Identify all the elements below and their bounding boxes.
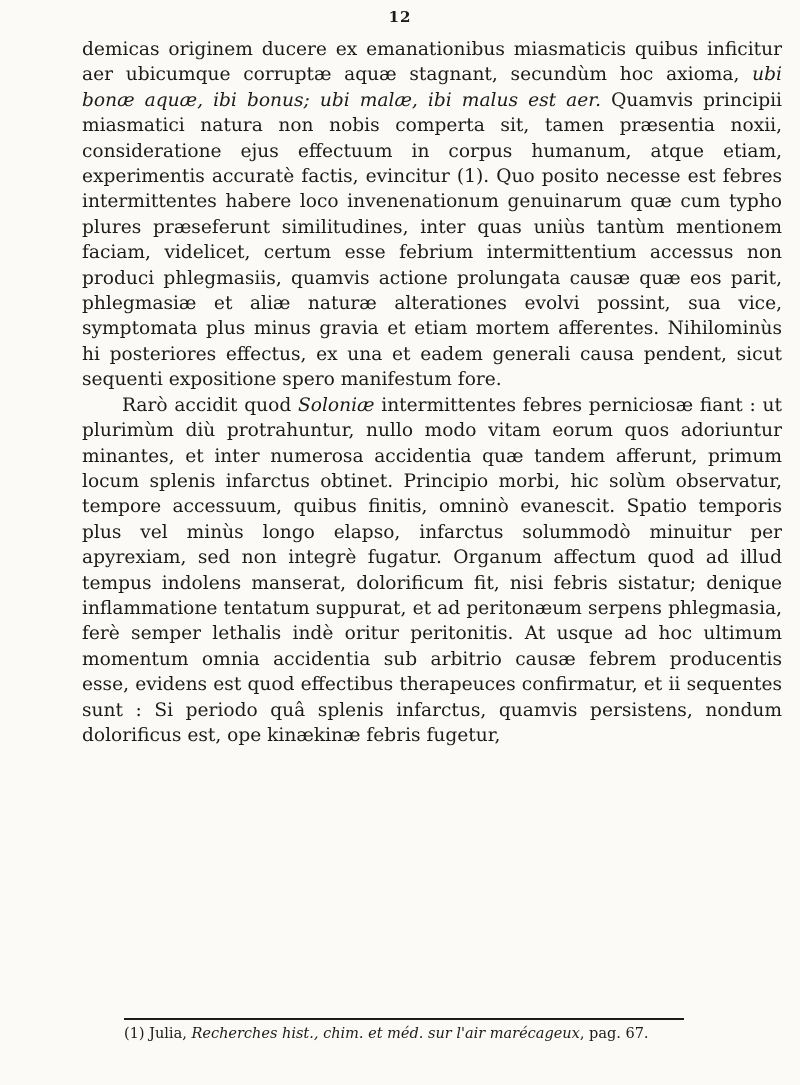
footnote-author: (1) Julia, — [124, 1026, 192, 1042]
paragraph-1-text-a: demicas originem ducere ex emanationibus miasmaticis quibus inficitur aer ubicumque corruptæ aquæ stagnant, secundùm hoc axioma, — [82, 39, 782, 86]
page-number: 12 — [388, 8, 412, 26]
footnote-title: Recherches hist., chim. et méd. sur l'air marécageux — [191, 1026, 580, 1042]
body-text — [82, 37, 782, 748]
paragraph-2-place-name: Soloniæ — [298, 394, 375, 416]
paragraph-2-text-b: intermittentes febres perniciosæ fiant : ut plurimùm diù protrahuntur, nullo modo vitam eorum quos adoriuntur minantes, et inter numerosa accidentia quæ tandem afferunt, primum locum splenis infarctus obtinet. Principio morbi, hic solùm observatur, tempore accessuum, quibus finitis, omninò evanescit. Spatio temporis plus vel minùs longo elapso, infarctus solummodò minuitur per apyrexiam, sed non integrè fugatur. Organum affectum quod ad illud tempus indolens manserat, dolorificum fit, nisi febris sistatur; denique inflammatione tentatum suppurat, et ad peritonæum serpens phlegmasia, ferè semper lethalis indè oritur peritonitis. At usque ad hoc ultimum momentum omnia accidentia sub arbitrio causæ febrem producentis esse, evidens est quod effectibus therapeuces confirmatur, et ii sequentes sunt : Si periodo quâ splenis infarctus, quamvis persistens, nondum dolorificus est, ope kinækinæ febris fugetur, — [82, 394, 782, 746]
footnote — [124, 1024, 800, 1044]
paragraph-2-text-a: Rarò accidit quod — [122, 394, 299, 416]
paragraph-1-text-b: Quamvis principii miasmatici natura non nobis comperta sit, tamen præsentia noxii, consideratione ejus effectuum in corpus humanum, atque etiam, experimentis accuratè factis, evincitur (1). Quo posito necesse est febres intermittentes habere loco invenenationum genuinarum quæ cum typho plures præseferunt similitudines, inter quas uniùs tantùm mentionem faciam, videlicet, certum esse febrium intermittentium accessus non produci phlegmasiis, quamvis actione prolungata causæ quæ eos parit, phlegmasiæ et aliæ naturæ alterationes evolvi possint, sua vice, symptomata plus minus gravia et etiam mortem afferentes. Nihilominùs hi posteriores effectus, ex una et eadem generali causa pendent, sicut sequenti expositione spero manifestum fore. — [82, 89, 782, 391]
footnote-page-ref: , pag. 67. — [579, 1026, 649, 1042]
footnote-divider — [124, 1018, 684, 1020]
paragraph-2 — [82, 393, 782, 749]
paragraph-1-axiom: ubi bonæ aquæ, ibi bonus; ubi malæ, ibi malus est aer. — [82, 64, 782, 111]
paragraph-1 — [82, 37, 782, 393]
